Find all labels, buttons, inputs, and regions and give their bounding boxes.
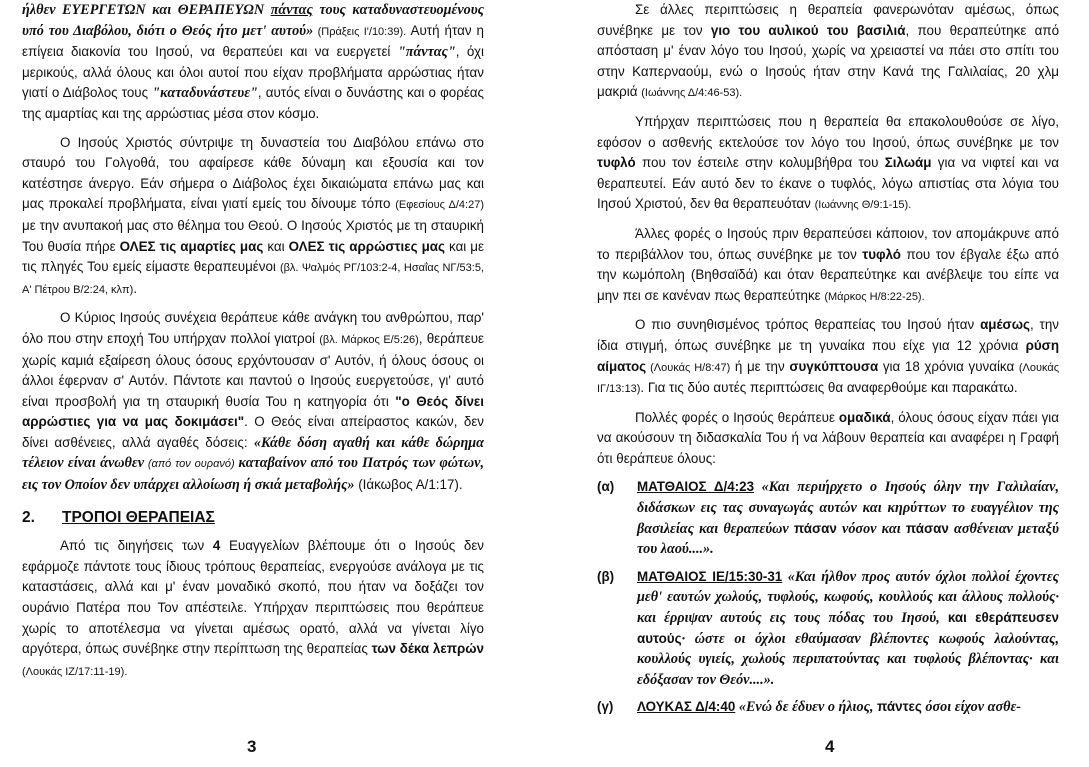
quote-label: (α): [597, 479, 615, 495]
paragraph: Από τις διηγήσεις των 4 Ευαγγελίων βλέπουμε ότι ο Ιησούς δεν εφάρμοζε πάντοτε τους ίδιους τρόπους θεραπείας, ενεργούσε ανάλογα με τις καταστάσεις, αλλά και μ' έναν μοναδικό σκοπό, που ήταν να δοξάζει τον ουράνιο Πατέρα που Τον απέστειλε. Υπήρχαν περιπτώσεις που θεράπευε χωρίς το αποτέλεσμα να γίνεται αμέσως ορατό, αλλά να γίνεται λίγο αργότερα, όπως συνέβηκε στην περίπτωση της θεραπείας των δέκα λεπρών (Λουκάς ΙΖ/17:11-19).: [22, 538, 484, 678]
quote-reference: ΜΑΤΘΑΙΟΣ ΙΕ/15:30-31: [637, 568, 783, 584]
quote-item: (γ) ΛΟΥΚΑΣ Δ/4:40 «Ενώ δε έδυεν ο ήλιος, πάντες όσοι είχον ασθε-: [597, 697, 1059, 718]
paragraph: Πολλές φορές ο Ιησούς θεράπευε ομαδικά, όλους όσους είχαν πάει για να ακούσουν τη διδασκαλία Του ή να λάβουν θεραπεία και αναφέρει η Γραφή ότι θεράπευε όλους:: [597, 409, 1059, 466]
quote-item: (β) ΜΑΤΘΑΙΟΣ ΙΕ/15:30-31 «Και ήλθον προς αυτόν όχλοι πολλοί έχοντες μεθ' εαυτών χωλούς, τυφλούς, κωφούς, κουλλούς και άλλους πολλούς· και έρριψαν αυτούς εις τους πόδας του Ιησού, και εθεράπευσεν αυτούς· ώστε οι όχλοι εθαύμασαν βλέποντες κωφούς λαλούντας, κουλλούς υγιείς, χωλούς περιπατούντας και τυφλούς βλέποντας· και εδόξασαν τον Θεόν....».: [597, 567, 1059, 691]
paragraph: Ο Ιησούς Χριστός σύντριψε τη δυναστεία του Διαβόλου επάνω στο σταυρό του Γολγοθά, του αφαίρεσε κάθε δύναμη και εξουσία και τον κατέστησε άνεργο. Εάν σήμερα ο Διάβολος έχει δικαιώματα επάνω μας και μας προκαλεί προβλήματα, είναι γιατί εμείς του δίνουμε τόπο (Εφεσίους Δ/4:27) με την ανυπακοή μας στο θέλημα του Θεού. Ο Ιησούς Χριστός με τη σταυρική Του θυσία πήρε ΟΛΕΣ τις αμαρτίες μας και ΟΛΕΣ τις αρρώστιες μας και με τις πληγές Του εμείς είμαστε θεραπευμένοι (βλ. Ψαλμός ΡΓ/103:2-4, Ησαΐας ΝΓ/53:5, Α' Πέτρου Β/2:24, κλπ).: [22, 134, 484, 296]
quote-label: (γ): [597, 699, 614, 715]
quote-reference: ΛΟΥΚΑΣ Δ/4:40: [637, 699, 736, 715]
quote-reference: ΜΑΤΘΑΙΟΣ Δ/4:23: [637, 479, 755, 495]
quote-label: (β): [597, 568, 615, 584]
right-page: [597, 0, 1059, 725]
section-heading: [22, 508, 484, 529]
paragraph: Σε άλλες περιπτώσεις η θεραπεία φανερωνόταν αμέσως, όπως συνέβηκε με τον γιο του αυλικού του βασιλιά, που θεραπεύτηκε από απόσταση μ' έναν λόγο του Ιησού, χωρίς να χρειαστεί να πάει στο σπίτι του στην Καπερναούμ, ενώ ο Ιησούς ήταν στην Κανά της Γαλιλαίας, 20 χλμ μακριά (Ιωάννης Δ/4:46-53).: [597, 2, 1060, 100]
paragraph: Υπήρχαν περιπτώσεις που η θεραπεία θα επακολουθούσε σε λίγο, εφόσον ο ασθενής εκτελούσε τον λόγο του Ιησού, όπως συνέβηκε με τον τυφλό που τον έστειλε στην κολυμβήθρα του Σιλωάμ για να νιφτεί και να θεραπευτεί. Εάν αυτό δεν το έκανε ο τυφλός, λόγω απιστίας στα λόγια του Ιησού Χριστού, δεν θα θεραπευόταν (Ιωάννης Θ/9:1-15).: [597, 113, 1059, 212]
quote-item: (α) ΜΑΤΘΑΙΟΣ Δ/4:23 «Και περιήρχετο ο Ιησούς όλην την Γαλιλαίαν, διδάσκων εις τας συναγωγάς αυτών και κηρύττων το ευαγγέλιον της βασιλείας και θεραπεύων πάσαν νόσον και πάσαν ασθένειαν μεταξύ του λαού....».: [597, 477, 1059, 559]
section-number: 2.: [22, 508, 35, 526]
page-number: 4: [825, 737, 835, 756]
page-number: 3: [247, 737, 257, 756]
left-page: [22, 0, 484, 690]
paragraph: ήλθεν ΕΥΕΡΓΕΤΩΝ και ΘΕΡΑΠΕΥΩΝ πάντας τους καταδυναστευομένους υπό του Διαβόλου, διότι ο Θεός ήτο μετ' αυτού» (Πράξεις Ι'/10:39). Αυτή ήταν η επίγεια διακονία του Ιησού, να θεραπεύει και να ευεργετεί "πάντας", όχι μερικούς, αλλά όλους και όλοι αυτοί που είχαν προβλήματα αρρώστιας ήταν γιατί ο Διάβολος τους "καταδυνάστευε", αυτός είναι ο δυνάστης και ο φορέας της αμαρτίας και της αρρώστιας μέσα στον κόσμο.: [22, 2, 484, 121]
section-title: ΤΡΟΠΟΙ ΘΕΡΑΠΕΙΑΣ: [62, 508, 215, 526]
paragraph: Ο Κύριος Ιησούς συνέχεια θεράπευε κάθε ανάγκη του ανθρώπου, παρ' όλο που στην εποχή Του υπήρχαν πολλοί γιατροί (βλ. Μάρκος Ε/5:26), θεράπευε χωρίς καμιά εξαίρεση όλους όσους ερχόντουσαν σ' Αυτόν, ή όλους όσους οι άλλοι έφερναν σ' Αυτόν. Πάντοτε και παντού ο Ιησούς ευεργετούσε, γι' αυτό είναι προσβολή για τη σταυρική θυσία Του η κατηγορία ότι "ο Θεός δίνει αρρώστιες για να μας δοκιμάσει". Ο Θεός είναι απείραστος κακών, δεν δίνει ασθένειες, αλλά αγαθές δόσεις: «Κάθε δόση αγαθή και κάθε δώρημα τέλειον είναι άνωθεν (από τον ουρανό) καταβαίνον από του Πατρός των φώτων, εις τον Οποίον δεν υπάρχει αλλοίωση ή σκιά μεταβολής» (Ιάκωβος Α/1:17).: [22, 310, 484, 494]
paragraph: Ο πιο συνηθισμένος τρόπος θεραπείας του Ιησού ήταν αμέσως, την ίδια στιγμή, όπως συνέβηκε με τη γυναίκα που είχε για 12 χρόνια ρύση αίματος (Λουκάς Η/8:47) ή με την συγκύπτουσα για 18 χρόνια γυναίκα (Λουκάς ΙΓ/13:13). Για τις δύο αυτές περιπτώσεις θα αναφερθούμε και παρακάτω.: [597, 317, 1059, 396]
paragraph: Άλλες φορές ο Ιησούς πριν θεραπεύσει κάποιον, τον απομάκρυνε από το περιβάλλον του, όπως συνέβηκε με τον τυφλό που τον έβγαλε έξω από την κωμόπολη (Βηθσαϊδά) και όταν θεραπεύτηκε και ανέβλεψε του είπε να μην πει σε κανέναν πως θεραπεύτηκε (Μάρκος Η/8:22-25).: [597, 225, 1059, 303]
